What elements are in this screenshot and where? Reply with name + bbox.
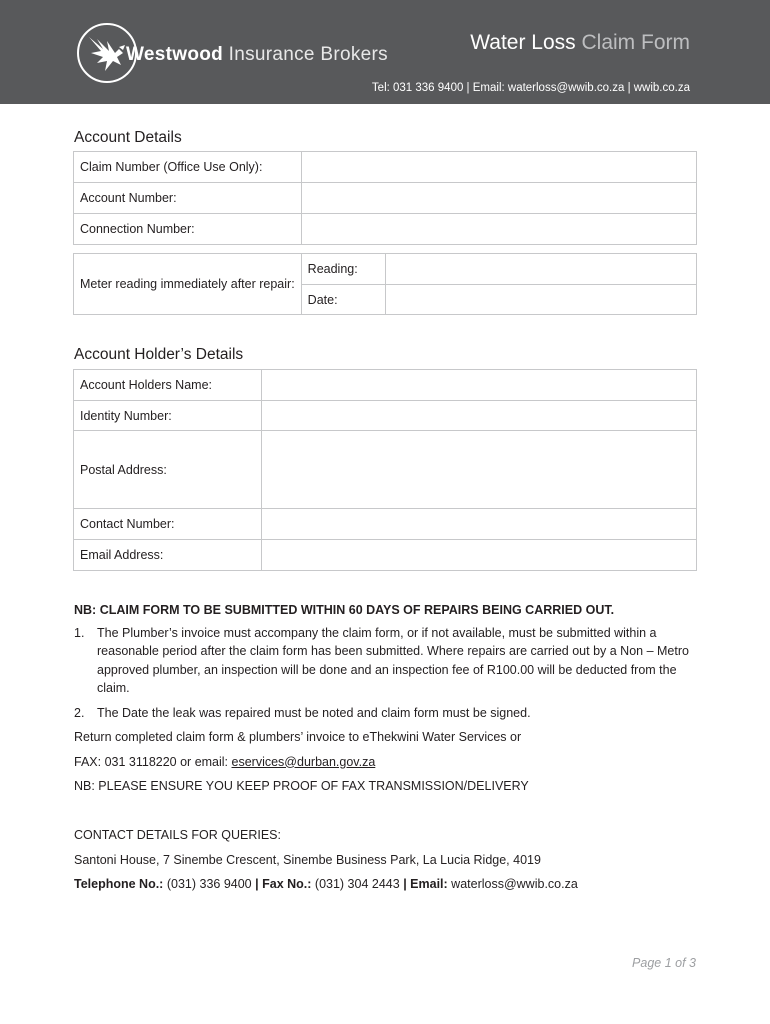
account-number-label: Account Number: — [74, 183, 302, 214]
account-details-table — [73, 151, 697, 245]
holder-name-field[interactable] — [261, 370, 696, 401]
table-row — [74, 370, 697, 401]
fax-label: Fax No.: — [262, 877, 312, 891]
date-field[interactable] — [385, 285, 696, 315]
table-row — [74, 214, 697, 245]
connection-number-label: Connection Number: — [74, 214, 302, 245]
contact-heading: CONTACT DETAILS FOR QUERIES: — [74, 828, 281, 842]
list-text: The Date the leak was repaired must be noted and claim form must be signed. — [97, 705, 531, 720]
contact-phone-line — [74, 875, 704, 894]
connection-number-field[interactable] — [301, 214, 696, 245]
table-row — [74, 401, 697, 431]
account-number-field[interactable] — [301, 183, 696, 214]
table-row — [74, 509, 697, 540]
account-details-heading: Account Details — [74, 129, 182, 146]
list-item — [74, 704, 704, 723]
reading-label: Reading: — [301, 254, 385, 285]
date-label: Date: — [301, 285, 385, 315]
table-row — [74, 152, 697, 183]
identity-number-label: Identity Number: — [74, 401, 262, 431]
notes-section — [74, 601, 704, 802]
email-label: Email: — [410, 877, 448, 891]
holder-details-table — [73, 369, 697, 571]
list-number: 2. — [74, 705, 85, 720]
table-row — [74, 183, 697, 214]
title-main: Water Loss — [470, 31, 576, 54]
contact-section — [74, 826, 704, 900]
postal-address-field[interactable] — [261, 431, 696, 509]
contact-number-field[interactable] — [261, 509, 696, 540]
proof-text: NB: PLEASE ENSURE YOU KEEP PROOF OF FAX TRANSMISSION/DELIVERY — [74, 779, 529, 793]
eservices-email-link[interactable]: eservices@durban.gov.za — [231, 754, 376, 769]
reading-field[interactable] — [385, 254, 696, 285]
brand-light: Insurance Brokers — [228, 44, 388, 65]
brand-bold: Westwood — [126, 44, 224, 65]
table-row — [74, 540, 697, 571]
email-address-label: Email Address: — [74, 540, 262, 571]
table-row — [74, 254, 697, 285]
email-address-field[interactable] — [261, 540, 696, 571]
page-number: Page 1 of 3 — [632, 956, 696, 970]
title-light: Claim Form — [581, 31, 690, 54]
postal-address-label: Postal Address: — [74, 431, 262, 509]
meter-reading-label: Meter reading immediately after repair: — [74, 254, 302, 315]
list-text: The Plumber’s invoice must accompany the claim form, or if not available, must be submitted within a reasonable period after the claim form has been submitted. Where repairs are carried out by a Non – Metro approved plumber, an inspection will be done and an inspection fee of R100.00 will be deducted from the claim. — [97, 625, 689, 695]
list-item — [74, 624, 704, 698]
header-contact-line: Tel: 031 336 9400 | Email: waterloss@wwib.co.za | wwib.co.za — [371, 82, 690, 94]
fax-line — [74, 753, 704, 772]
contact-address: Santoni House, 7 Sinembe Crescent, Sinembe Business Park, La Lucia Ridge, 4019 — [74, 852, 541, 867]
tel-value: (031) 336 9400 — [166, 877, 252, 891]
separator: | — [403, 877, 407, 891]
table-row — [74, 431, 697, 509]
holder-name-label: Account Holders Name: — [74, 370, 262, 401]
header-bar — [0, 0, 770, 104]
notes-list — [74, 624, 704, 723]
fax-prefix: FAX: 031 3118220 or email: — [74, 754, 232, 769]
nb-heading: NB: CLAIM FORM TO BE SUBMITTED WITHIN 60 DAYS OF REPAIRS BEING CARRIED OUT. — [74, 603, 615, 617]
return-text: Return completed claim form & plumbers’ invoice to eThekwini Water Services or — [74, 730, 522, 744]
contact-number-label: Contact Number: — [74, 509, 262, 540]
holder-details-heading: Account Holder’s Details — [74, 346, 244, 363]
separator: | — [255, 877, 259, 891]
claim-number-label: Claim Number (Office Use Only): — [74, 152, 302, 183]
email-value: waterloss@wwib.co.za — [451, 877, 578, 891]
fax-value: (031) 304 2443 — [314, 877, 400, 891]
identity-number-field[interactable] — [261, 401, 696, 431]
tel-label: Telephone No.: — [74, 877, 164, 891]
meter-reading-table — [73, 253, 697, 315]
document-title — [470, 31, 690, 55]
brand-name — [126, 44, 388, 66]
claim-number-field[interactable] — [301, 152, 696, 183]
list-number: 1. — [74, 625, 85, 640]
